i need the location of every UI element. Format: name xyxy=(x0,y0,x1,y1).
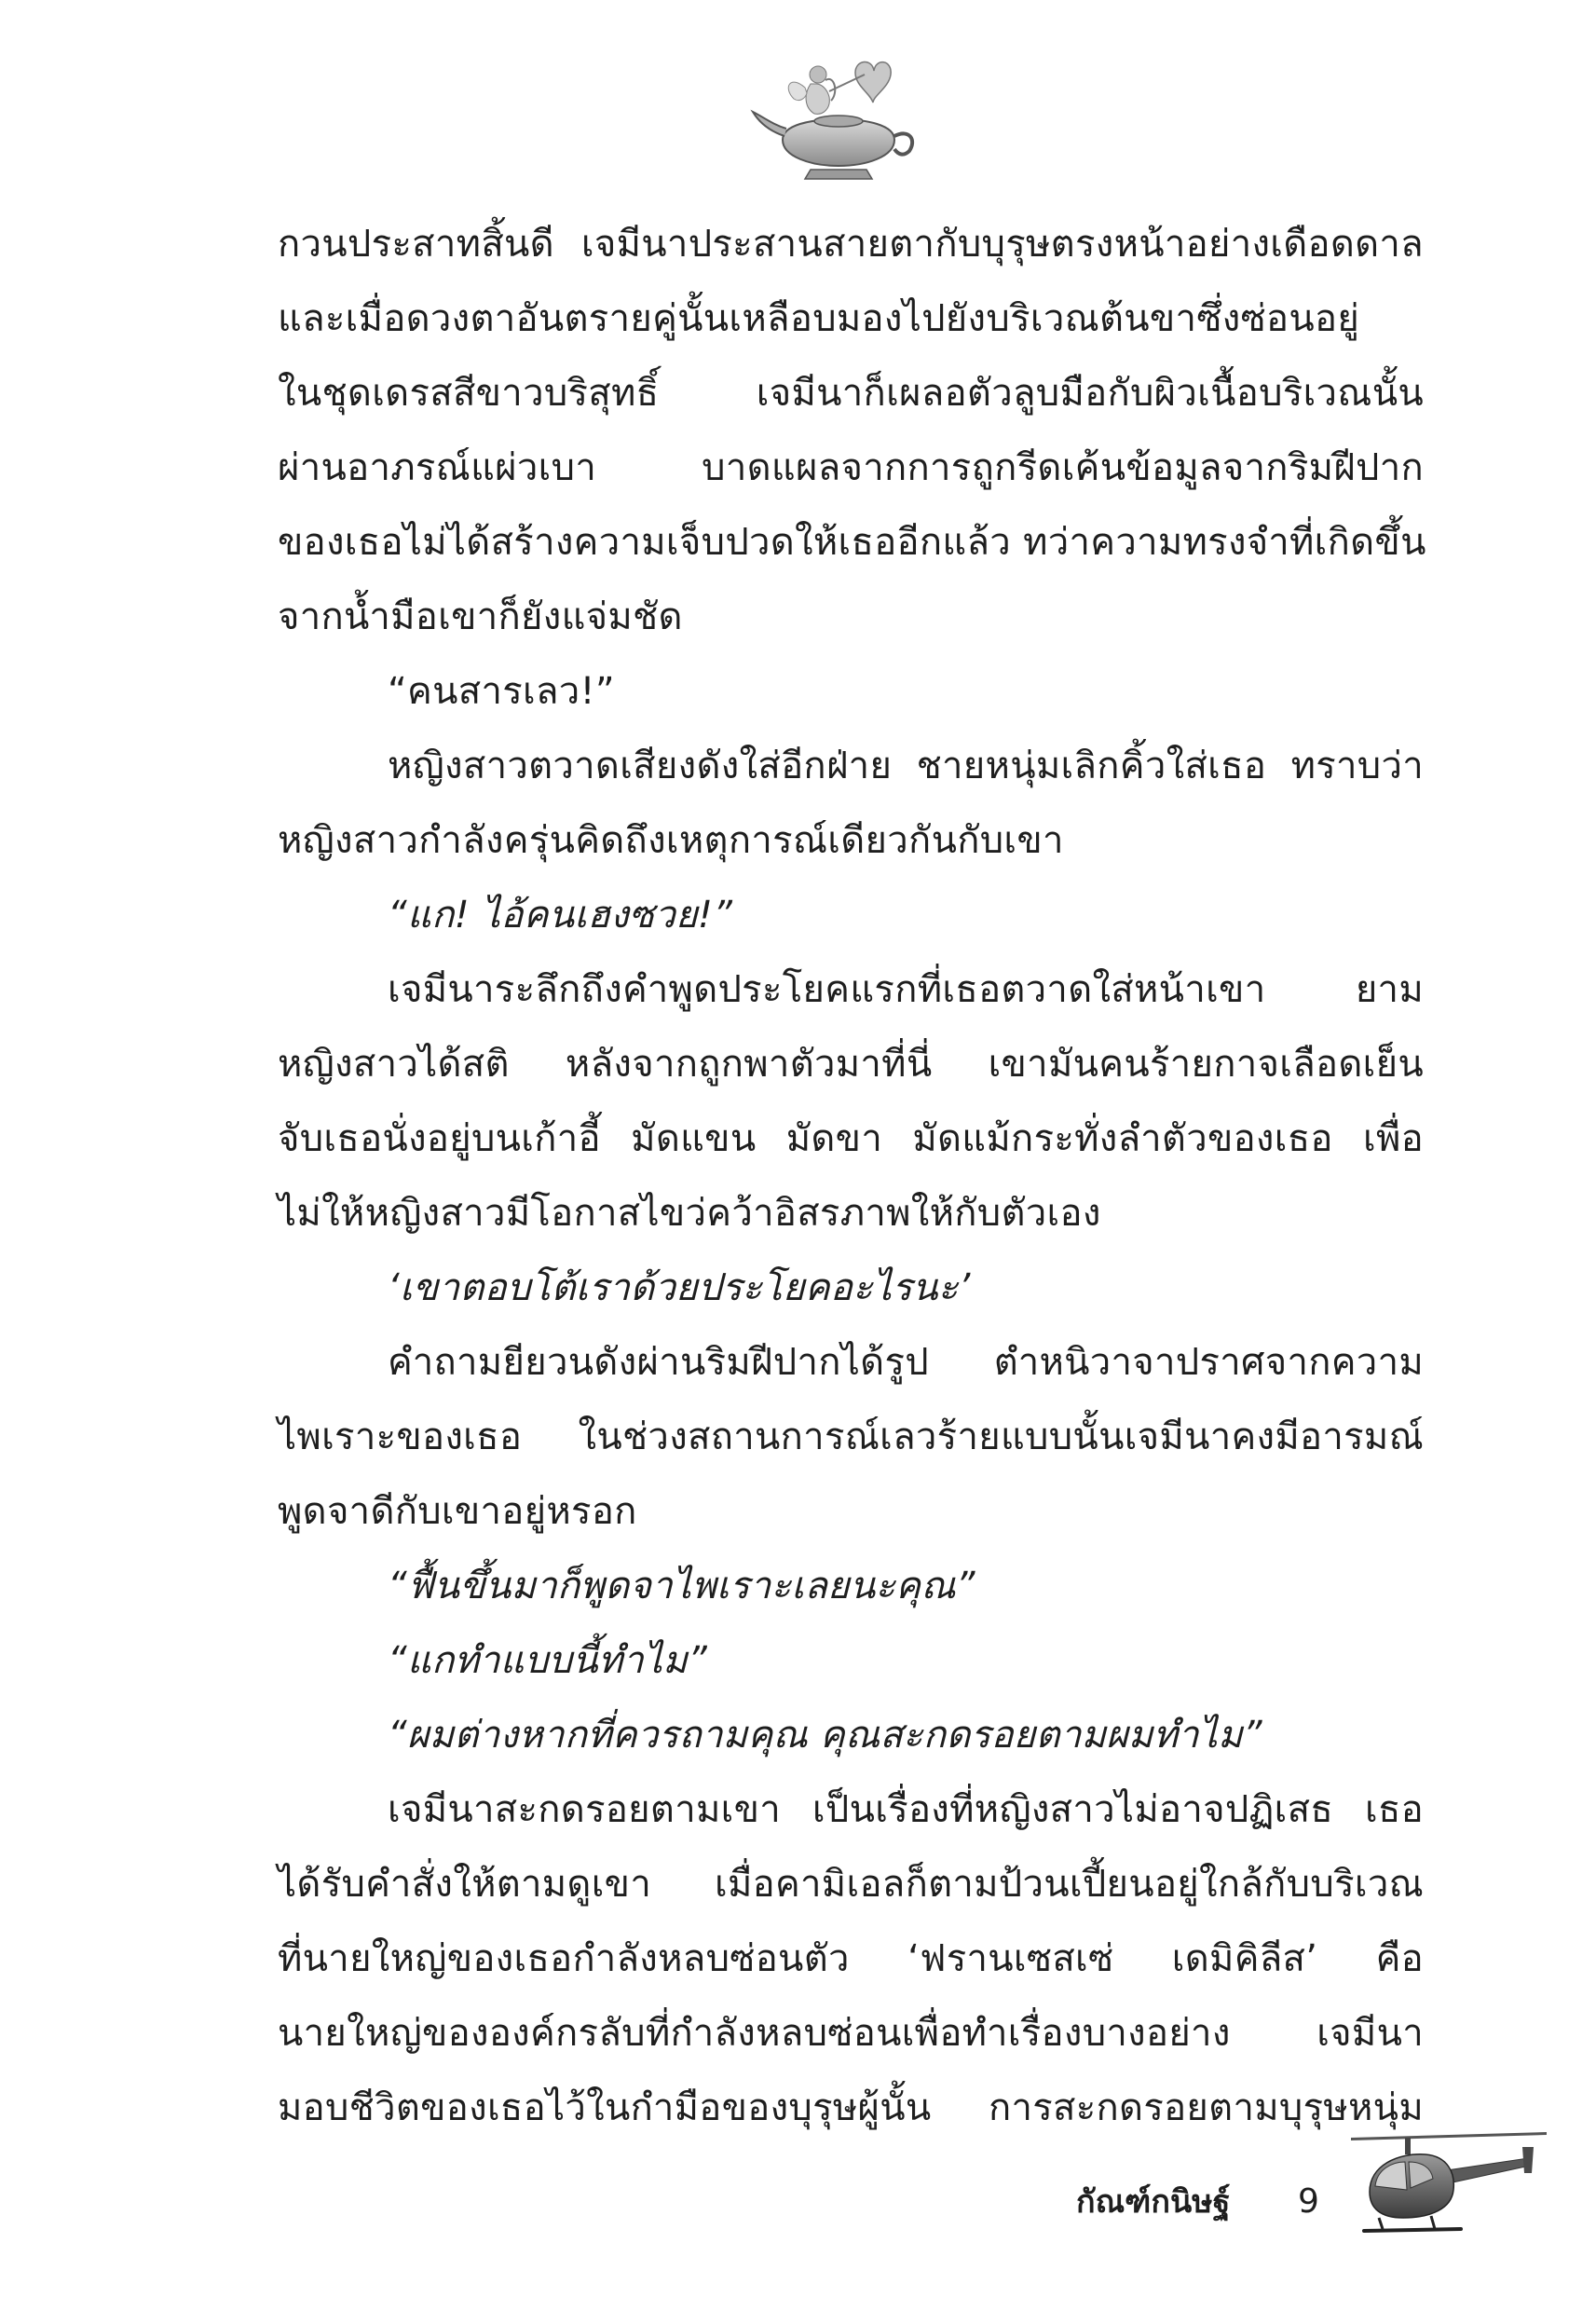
paragraph-line: ของเธอไม่ได้สร้างความเจ็บปวดให้เธออีกแล้ว ทว่าความทรงจำที่เกิดขึ้น xyxy=(278,521,1426,564)
paragraph-line: คำถามยียวนดังผ่านริมฝีปากได้รูป ตำหนิวาจาปราศจากความ xyxy=(388,1341,1424,1384)
flashback-dialogue-line: “ผมต่างหากที่ควรถามคุณ คุณสะกดรอยตามผมทำไม” xyxy=(388,1714,1262,1757)
dialogue-line: “คนสารเลว!” xyxy=(388,670,615,713)
paragraph-line: ผ่านอาภรณ์แผ่วเบา บาดแผลจากการถูกรีดเค้นข้อมูลจากริมฝีปาก xyxy=(278,446,1424,489)
thought-line: ‘เขาตอบโต้เราด้วยประโยคอะไรนะ’ xyxy=(388,1266,971,1309)
paragraph-line: ที่นายใหญ่ของเธอกำลังหลบซ่อนตัว ‘ฟรานเซสเซ่ เดมิคิลีส’ คือ xyxy=(278,1937,1424,1980)
flashback-dialogue-line: “แก! ไอ้คนเฮงซวย!” xyxy=(388,894,733,937)
book-title: กัณฑ์กนิษฐ์ xyxy=(1076,2183,1231,2221)
paragraph-line: พูดจาดีกับเขาอยู่หรอก xyxy=(278,1490,637,1533)
paragraph-line: ในชุดเดรสสีขาวบริสุทธิ์ เจมีนาก็เผลอตัวลูบมือกับผิวเนื้อบริเวณนั้น xyxy=(278,372,1424,415)
paragraph-line: จับเธอนั่งอยู่บนเก้าอี้ มัดแขน มัดขา มัดแม้กระทั่งลำตัวของเธอ เพื่อ xyxy=(278,1117,1424,1160)
paragraph-line: หญิงสาวกำลังครุ่นคิดถึงเหตุการณ์เดียวกันกับเขา xyxy=(278,819,1064,862)
page-number: 9 xyxy=(1298,2182,1319,2221)
paragraph-line: นายใหญ่ขององค์กรลับที่กำลังหลบซ่อนเพื่อทำเรื่องบางอย่าง เจมีนา xyxy=(278,2012,1424,2055)
helicopter-icon xyxy=(1351,2125,1547,2246)
paragraph-line: เจมีนาสะกดรอยตามเขา เป็นเรื่องที่หญิงสาวไม่อาจปฏิเสธ เธอ xyxy=(388,1788,1424,1831)
paragraph-line: จากน้ำมือเขาก็ยังแจ่มชัด xyxy=(278,595,683,638)
paragraph-line: หญิงสาวตวาดเสียงดังใส่อีกฝ่าย ชายหนุ่มเลิกคิ้วใส่เธอ ทราบว่า xyxy=(388,745,1424,787)
paragraph-line: ได้รับคำสั่งให้ตามดูเขา เมื่อคามิเอลก็ตามป้วนเปี้ยนอยู่ใกล้กับบริเวณ xyxy=(278,1863,1424,1906)
paragraph-line: เจมีนาระลึกถึงคำพูดประโยคแรกที่เธอตวาดใส่หน้าเขา ยาม xyxy=(388,968,1424,1011)
paragraph-line: มอบชีวิตของเธอไว้ในกำมือของบุรุษผู้นั้น การสะกดรอยตามบุรุษหนุ่ม xyxy=(278,2086,1424,2129)
paragraph-line: ไพเราะของเธอ ในช่วงสถานการณ์เลวร้ายแบบนั้นเจมีนาคงมีอารมณ์ xyxy=(278,1415,1424,1458)
flashback-dialogue-line: “ฟื้นขึ้นมาก็พูดจาไพเราะเลยนะคุณ” xyxy=(388,1565,975,1607)
flashback-dialogue-line: “แกทำแบบนี้ทำไม” xyxy=(388,1639,708,1682)
paragraph-line: ไม่ให้หญิงสาวมีโอกาสไขว่คว้าอิสรภาพให้กับตัวเอง xyxy=(278,1192,1101,1235)
paragraph-line: กวนประสาทสิ้นดี เจมีนาประสานสายตากับบุรุษตรงหน้าอย่างเดือดดาล xyxy=(278,223,1424,266)
body-text xyxy=(278,207,1424,2145)
paragraph-line: และเมื่อดวงตาอันตรายคู่นั้นเหลือบมองไปยังบริเวณต้นขาซึ่งซ่อนอยู่ xyxy=(278,297,1360,340)
cupid-teapot-icon xyxy=(745,47,932,186)
paragraph-line: หญิงสาวได้สติ หลังจากถูกพาตัวมาที่นี่ เขามันคนร้ายกาจเลือดเย็น xyxy=(278,1043,1424,1086)
